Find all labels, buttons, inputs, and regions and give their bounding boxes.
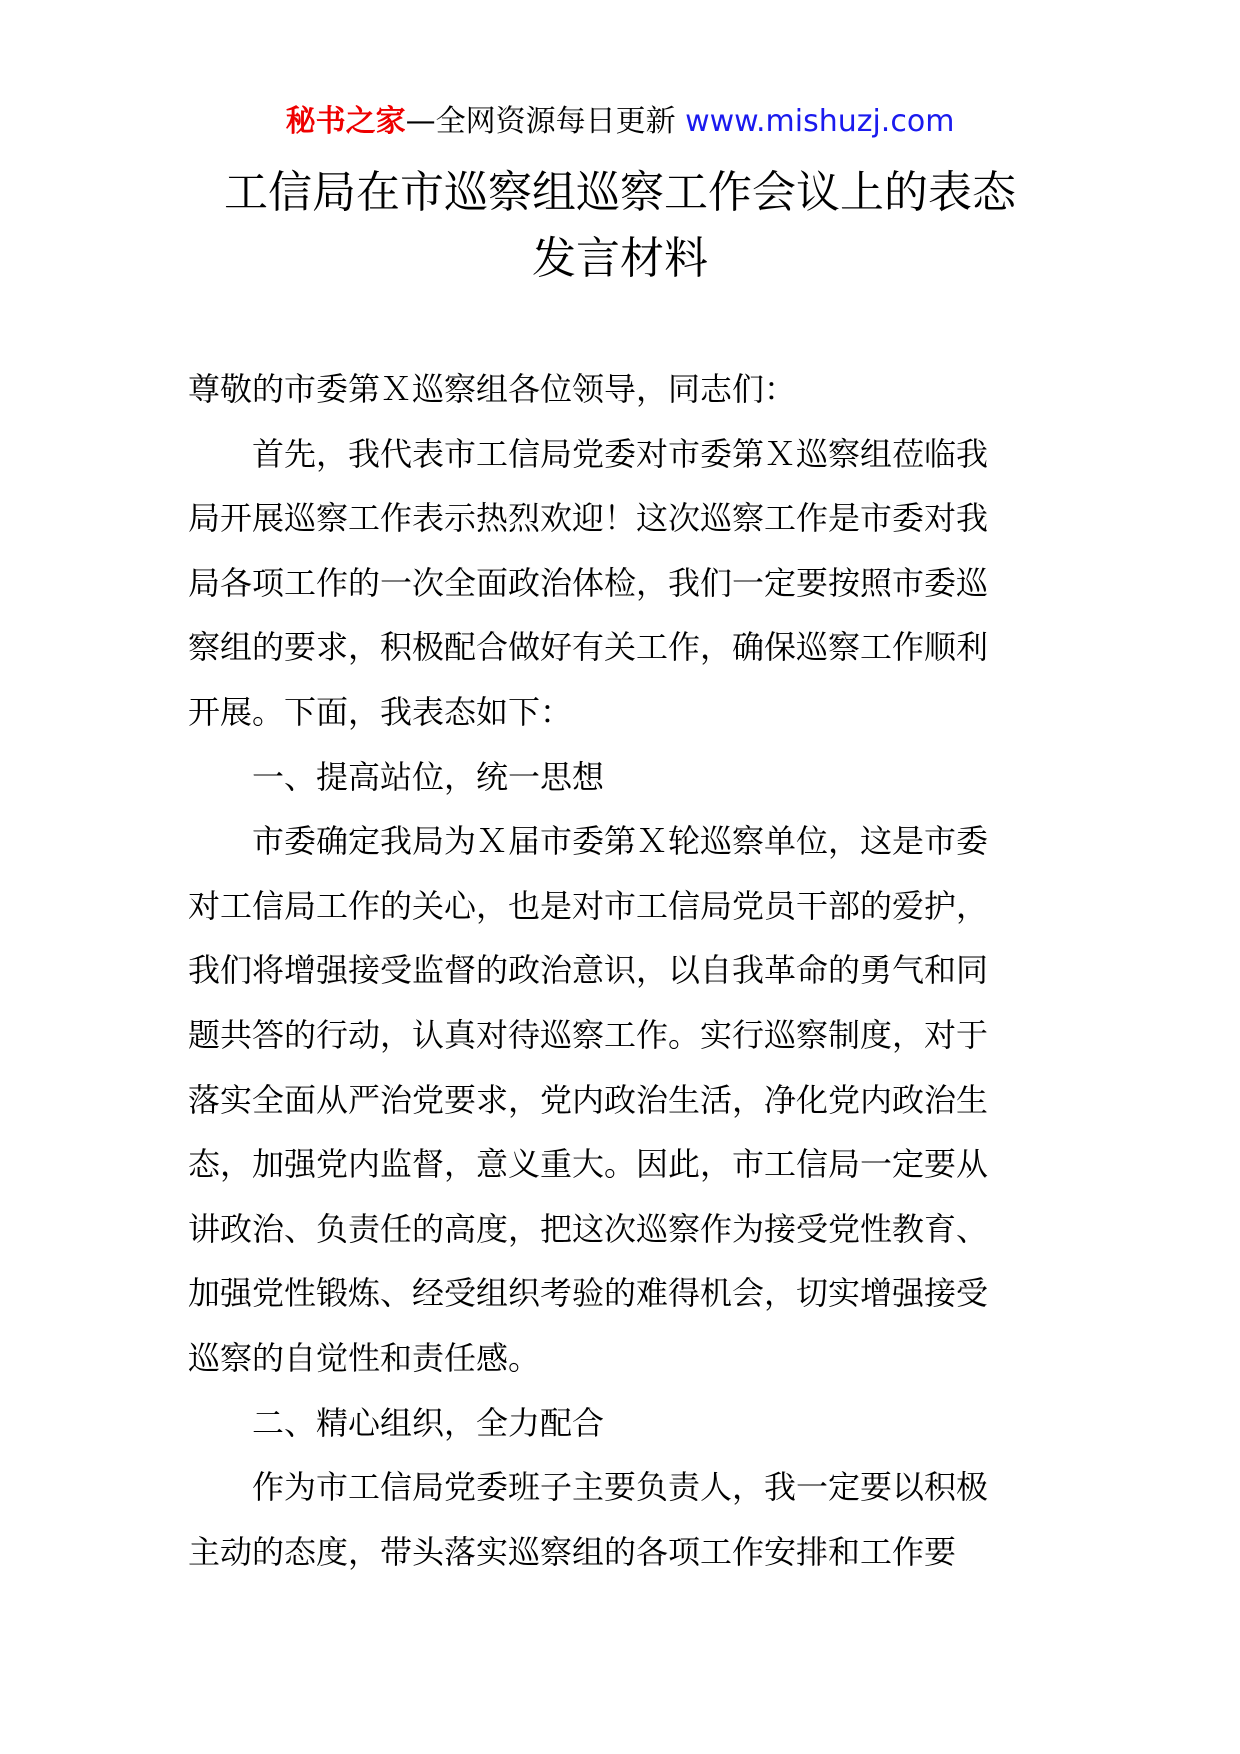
body-line: 市委确定我局为Ｘ届市委第Ｘ轮巡察单位，这是市委 [252,822,989,861]
header-tagline: —全网资源每日更新 [405,104,676,139]
title-line-2: 发言材料 [532,233,708,284]
body-line: 察组的要求，积极配合做好有关工作，确保巡察工作顺利 [188,628,989,667]
body-line: 讲政治、负责任的高度，把这次巡察作为接受党性教育、 [188,1209,989,1248]
site-header [0,100,1240,144]
body-line: 题共答的行动，认真对待巡察工作。实行巡察制度，对于 [188,1015,989,1054]
body-line: 态，加强党内监督，意义重大。因此，市工信局一定要从 [188,1145,989,1184]
body-line: 开展。下面，我表态如下： [188,692,573,731]
body-line: 作为市工信局党委班子主要负责人，我一定要以积极 [252,1468,989,1507]
salutation: 尊敬的市委第Ｘ巡察组各位领导，同志们： [188,370,797,408]
title-line-1: 工信局在市巡察组巡察工作会议上的表态 [224,167,1016,218]
body-line: 加强党性锻炼、经受组织考验的难得机会，切实增强接受 [188,1274,989,1313]
section-heading: 一、提高站位，统一思想 [252,757,605,796]
brand-name: 秘书之家 [285,104,406,139]
body-line: 落实全面从严治党要求，党内政治生活，净化党内政治生 [188,1080,989,1119]
document-title [0,160,1240,292]
body-line: 巡察的自觉性和责任感。 [188,1338,541,1377]
body-line: 首先，我代表市工信局党委对市委第Ｘ巡察组莅临我 [252,434,989,473]
body-line: 我们将增强接受监督的政治意识，以自我革命的勇气和同 [188,951,989,990]
body-line: 局各项工作的一次全面政治体检，我们一定要按照市委巡 [188,563,989,602]
body-line: 对工信局工作的关心，也是对市工信局党员干部的爱护， [188,886,989,925]
body-line: 局开展巡察工作表示热烈欢迎！这次巡察工作是市委对我 [188,499,989,538]
section-heading: 二、精心组织，全力配合 [252,1403,605,1442]
site-url-link[interactable]: www.mishuzj.com [675,104,955,139]
document-body [188,357,1054,1584]
body-line: 主动的态度，带头落实巡察组的各项工作安排和工作要 [188,1532,957,1571]
